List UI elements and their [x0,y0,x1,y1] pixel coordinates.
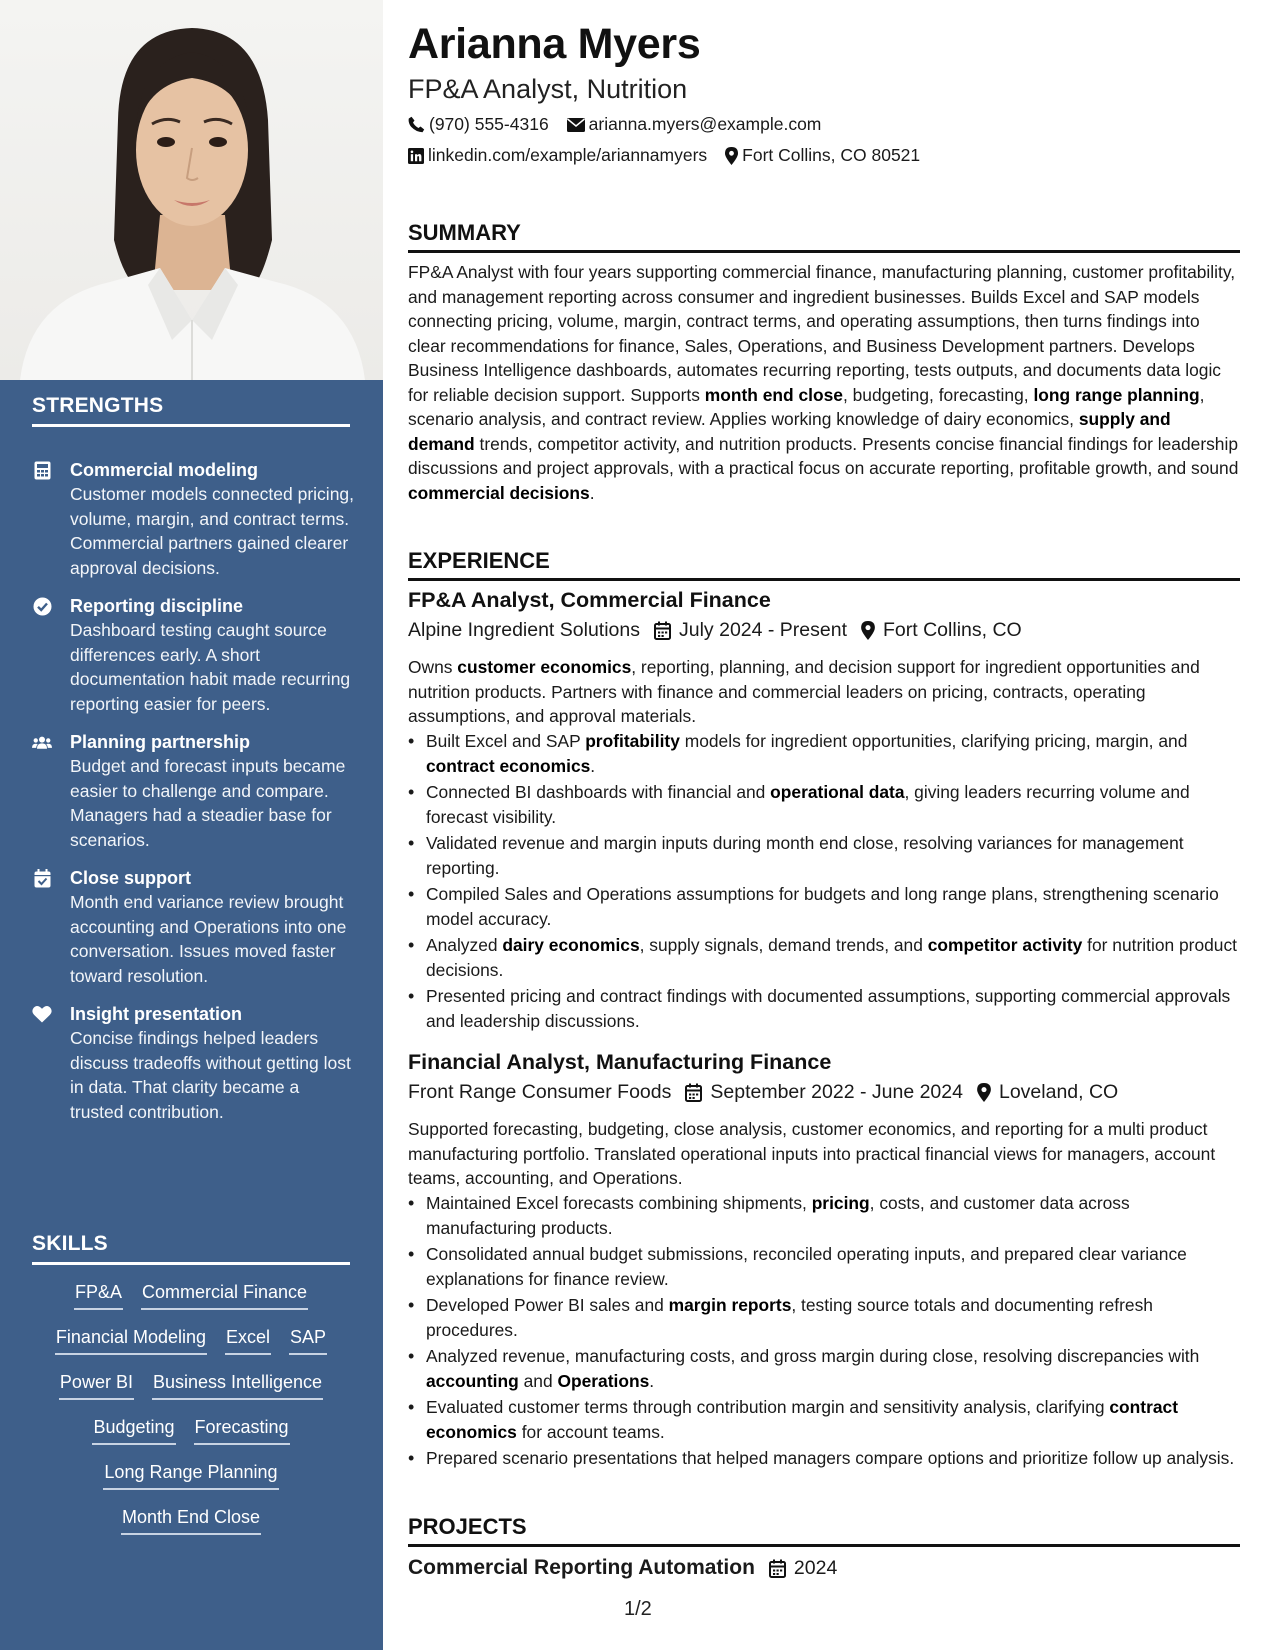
project-item [408,1556,837,1580]
summary-heading: SUMMARY [408,220,1240,253]
skill-tag: Month End Close [121,1503,261,1535]
skills-heading: SKILLS [32,1232,350,1265]
skill-row [32,1458,350,1503]
contact-line [408,114,821,135]
location-text: Fort Collins, CO 80521 [742,145,921,165]
job-location: Loveland, CO [998,1081,1119,1103]
strength-title: Insight presentation [70,1004,243,1024]
company-name: Front Range Consumer Foods [408,1081,672,1103]
map-pin-icon [725,147,738,165]
candidate-name: Arianna Myers [408,20,701,68]
job-intro: Supported forecasting, budgeting, close analysis, customer economics, and reporting for a multi product manufacturing portfolio. Translated operational inputs into practical financial views for managers, account teams, accounting, and Operations. [408,1119,1216,1188]
bullet-item: • Compiled Sales and Operations assumptions for budgets and long range plans, strengthening scenario model accuracy. [408,882,1240,931]
skills-list [32,1278,350,1548]
sidebar [0,0,383,1650]
bullet-item: • Developed Power BI sales and margin reports, testing source totals and documenting refresh procedures. [408,1293,1240,1342]
skill-tag: Excel [225,1323,271,1355]
heart-icon [32,1004,52,1024]
summary-text: FP&A Analyst with four years supporting commercial finance, manufacturing planning, customer profitability, and management reporting across consumer and ingredient businesses. Builds Excel and SAP models connecting pricing, volume, margin, contract terms, and operating assumptions, then turns findings into clear recommendations for finance, Sales, Operations, and Business Development partners. Develops Business Intelligence dashboards, automates recurring reporting, tests outputs, and documents data logic for reliable decision support. Supports month end close, budgeting, forecasting, long range planning, scenario analysis, and contract review. Applies working knowledge of dairy economics, supply and demand trends, competitor activity, and nutrition products. Presents concise financial findings for leadership discussions and project approvals, with a practical focus on accurate reporting, profitable growth, and sound commercial decisions. [408,262,1239,503]
skill-tag: Power BI [59,1368,134,1400]
project-date: 2024 [793,1556,838,1579]
calendar-icon [685,1083,702,1102]
project-title: Commercial Reporting Automation [408,1556,755,1579]
company-name: Alpine Ingredient Solutions [408,619,640,641]
bullet-item: • Consolidated annual budget submissions, reconciled operating inputs, and prepared clear variance explanations for finance review. [408,1242,1240,1291]
skill-row [32,1323,350,1368]
strength-description: Month end variance review brought accounting and Operations into one conversation. Issues moved faster toward resolution. [70,892,347,986]
bullet-item: • Prepared scenario presentations that helped managers compare options and prioritize follow up analysis. [408,1446,1240,1471]
skill-row [32,1503,350,1548]
bullet-item: • Maintained Excel forecasts combining shipments, pricing, costs, and customer data across manufacturing products. [408,1191,1240,1240]
map-pin-icon [861,621,875,640]
bullet-item: • Analyzed dairy economics, supply signals, demand trends, and competitor activity for nutrition product decisions. [408,933,1240,982]
job-dates: September 2022 - June 2024 [710,1081,963,1103]
strengths-list [32,458,357,1138]
envelope-icon [567,118,585,132]
job-location: Fort Collins, CO [883,619,1022,641]
strength-description: Customer models connected pricing, volume, margin, and contract terms. Commercial partners gained clearer approval decisions. [70,484,355,578]
page-number: 1/2 [624,1598,652,1620]
skill-tag: Forecasting [194,1413,290,1445]
phone-icon [408,116,425,133]
strength-description: Dashboard testing caught source differences early. A short documentation habit made recurring reporting easier for peers. [70,620,351,714]
job-dates: July 2024 - Present [679,619,848,641]
strength-title: Planning partnership [70,732,251,752]
strength-title: Close support [70,868,192,888]
skill-tag: SAP [289,1323,327,1355]
skill-row [32,1368,350,1413]
strength-title: Commercial modeling [70,460,259,480]
candidate-title: FP&A Analyst, Nutrition [408,74,688,104]
bullet-item: • Validated revenue and margin inputs during month end close, resolving variances for management reporting. [408,831,1240,880]
projects-heading: PROJECTS [408,1514,1240,1547]
bullet-item: • Evaluated customer terms through contribution margin and sensitivity analysis, clarifying contract economics for account teams. [408,1395,1240,1444]
profile-photo [0,0,383,380]
skill-tag: FP&A [74,1278,123,1310]
calendar-icon [769,1559,786,1578]
email-link[interactable]: arianna.myers@example.com [588,114,822,134]
skill-tag: Business Intelligence [152,1368,323,1400]
experience-heading: EXPERIENCE [408,548,1240,581]
job-bullets [408,1191,1240,1473]
phone-number[interactable]: (970) 555-4316 [429,114,549,134]
check-circle-icon [32,596,52,616]
skill-tag: Budgeting [92,1413,175,1445]
strength-item [32,730,357,852]
linkedin-icon [408,148,424,164]
map-pin-icon [977,1083,991,1102]
job-bullets [408,729,1240,1035]
strength-item [32,866,357,988]
users-icon [32,732,52,752]
skill-tag: Commercial Finance [141,1278,308,1310]
calendar-check-icon [32,868,52,888]
bullet-item: • Presented pricing and contract findings with documented assumptions, supporting commercial approvals and leadership discussions. [408,984,1240,1033]
strength-item [32,594,357,716]
skill-row [32,1278,350,1323]
strength-description: Budget and forecast inputs became easier to challenge and compare. Managers had a steadier base for scenarios. [70,756,346,850]
bullet-item: • Analyzed revenue, manufacturing costs, and gross margin during close, resolving discrepancies with accounting and Operations. [408,1344,1240,1393]
linkedin-link[interactable]: linkedin.com/example/ariannamyers [428,145,708,165]
skill-tag: Long Range Planning [103,1458,278,1490]
bullet-item: • Connected BI dashboards with financial and operational data, giving leaders recurring volume and forecast visibility. [408,780,1240,829]
job-title: Financial Analyst, Manufacturing Finance [408,1050,832,1074]
job-intro: Owns customer economics, reporting, planning, and decision support for ingredient opportunities and nutrition products. Partners with finance and commercial leaders on pricing, contracts, operating assumptions, and approval materials. [408,657,1200,726]
skill-tag: Financial Modeling [55,1323,207,1355]
contact-line [408,145,920,166]
strength-item [32,458,357,580]
job-meta [408,619,1022,642]
strength-item [32,1002,357,1124]
job-title: FP&A Analyst, Commercial Finance [408,588,771,612]
skill-row [32,1413,350,1458]
strength-title: Reporting discipline [70,596,244,616]
strengths-heading: STRENGTHS [32,394,350,427]
strength-description: Concise findings helped leaders discuss tradeoffs without getting lost in data. That clarity became a trusted contribution. [70,1028,351,1122]
job-meta [408,1081,1118,1104]
calendar-icon [654,621,671,640]
bullet-item: • Built Excel and SAP profitability models for ingredient opportunities, clarifying pricing, margin, and contract economics. [408,729,1240,778]
calculator-icon [32,460,52,480]
